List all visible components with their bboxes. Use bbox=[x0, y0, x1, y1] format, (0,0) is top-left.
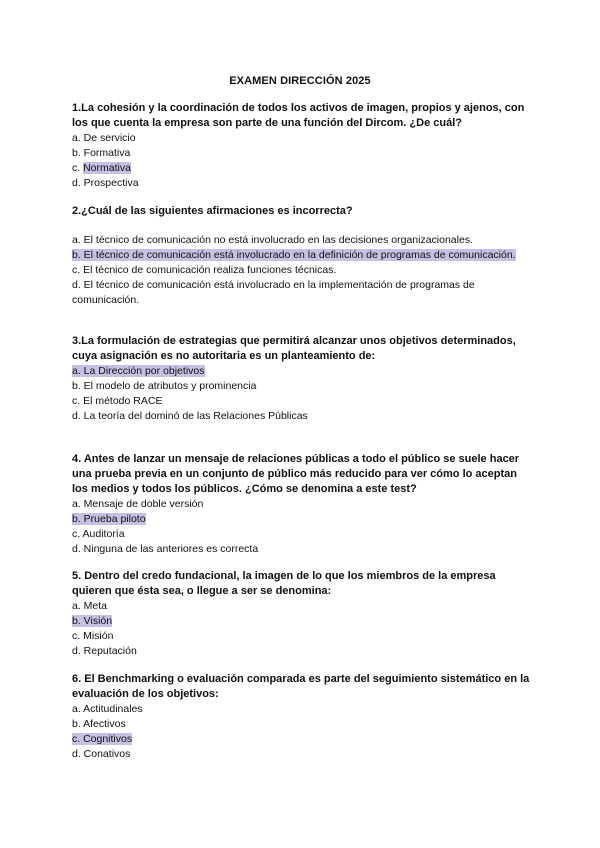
option-b[interactable]: b. Afectivos bbox=[72, 718, 126, 730]
question-text: 1.La cohesión y la coordinación de todos los activos de imagen, propios y ajenos, con los que cuenta la empresa son parte de una función del Dircom. ¿De cuál? bbox=[72, 102, 525, 129]
question-4 bbox=[72, 452, 534, 557]
question-3 bbox=[72, 334, 534, 424]
question-5 bbox=[72, 569, 534, 659]
option-b-correct[interactable]: b. El técnico de comunicación está involucrado en la definición de programas de comunicación. bbox=[72, 249, 516, 261]
option-d[interactable]: d. Reputación bbox=[72, 645, 137, 657]
option-prefix: c. bbox=[72, 162, 84, 174]
option-b-correct[interactable]: b. Prueba piloto bbox=[72, 513, 146, 525]
option-a[interactable]: a. El técnico de comunicación no está involucrado en las decisiones organizacionales. bbox=[72, 234, 473, 246]
option-d[interactable]: d. Conativos bbox=[72, 748, 131, 760]
question-text: 6. El Benchmarking o evaluación comparada es parte del seguimiento sistemático en la evaluación de los objetivos: bbox=[72, 673, 530, 700]
option-d[interactable]: d. El técnico de comunicación está involucrado en la implementación de programas de comunicación. bbox=[72, 279, 475, 306]
option-c[interactable]: c. Auditoría bbox=[72, 528, 125, 540]
question-2 bbox=[72, 204, 534, 308]
option-c[interactable]: c. El método RACE bbox=[72, 395, 163, 407]
question-text: 5. Dentro del credo fundacional, la imagen de lo que los miembros de la empresa quieren que ésta sea, o llegue a ser se denomina: bbox=[72, 570, 496, 597]
question-text: 3.La formulación de estrategias que permitirá alcanzar unos objetivos determinados, cuya asignación es no autoritaria es un planteamiento de: bbox=[72, 335, 516, 362]
option-b[interactable]: b. El modelo de atributos y prominencia bbox=[72, 380, 257, 392]
option-b-correct[interactable]: b. Visión bbox=[72, 615, 113, 627]
option-c[interactable]: c. El técnico de comunicación realiza funciones técnicas. bbox=[72, 264, 337, 276]
option-b[interactable]: b. Formativa bbox=[72, 147, 131, 159]
option-d[interactable]: d. Prospectiva bbox=[72, 177, 139, 189]
exam-title: EXAMEN DIRECCIÓN 2025 bbox=[229, 75, 371, 87]
question-6 bbox=[72, 672, 534, 762]
option-a[interactable]: a. Actitudinales bbox=[72, 703, 143, 715]
option-a[interactable]: a. De servicio bbox=[72, 132, 136, 144]
option-c[interactable]: c. Misión bbox=[72, 630, 114, 642]
question-1 bbox=[72, 101, 534, 191]
option-a[interactable]: a. Mensaje de doble versión bbox=[72, 498, 204, 510]
option-c-correct[interactable]: c. Cognitivos bbox=[72, 733, 133, 745]
option-d[interactable]: d. Ninguna de las anteriores es correcta bbox=[72, 543, 259, 555]
highlighted-answer: Normativa bbox=[83, 162, 131, 174]
option-a-correct[interactable]: a. La Dirección por objetivos bbox=[72, 365, 205, 377]
option-d[interactable]: d. La teoría del dominó de las Relaciones Públicas bbox=[72, 410, 308, 422]
question-text: 2.¿Cuál de las siguientes afirmaciones es incorrecta? bbox=[72, 205, 353, 217]
option-a[interactable]: a. Meta bbox=[72, 600, 108, 612]
option-c-correct[interactable] bbox=[72, 161, 534, 176]
question-text: 4. Antes de lanzar un mensaje de relaciones públicas a todo el público se suele hacer una prueba previa en un conjunto de público más reducido para ver cómo lo aceptan los medios y todos los públicos. ¿Cómo se denomina a este test? bbox=[72, 453, 520, 495]
